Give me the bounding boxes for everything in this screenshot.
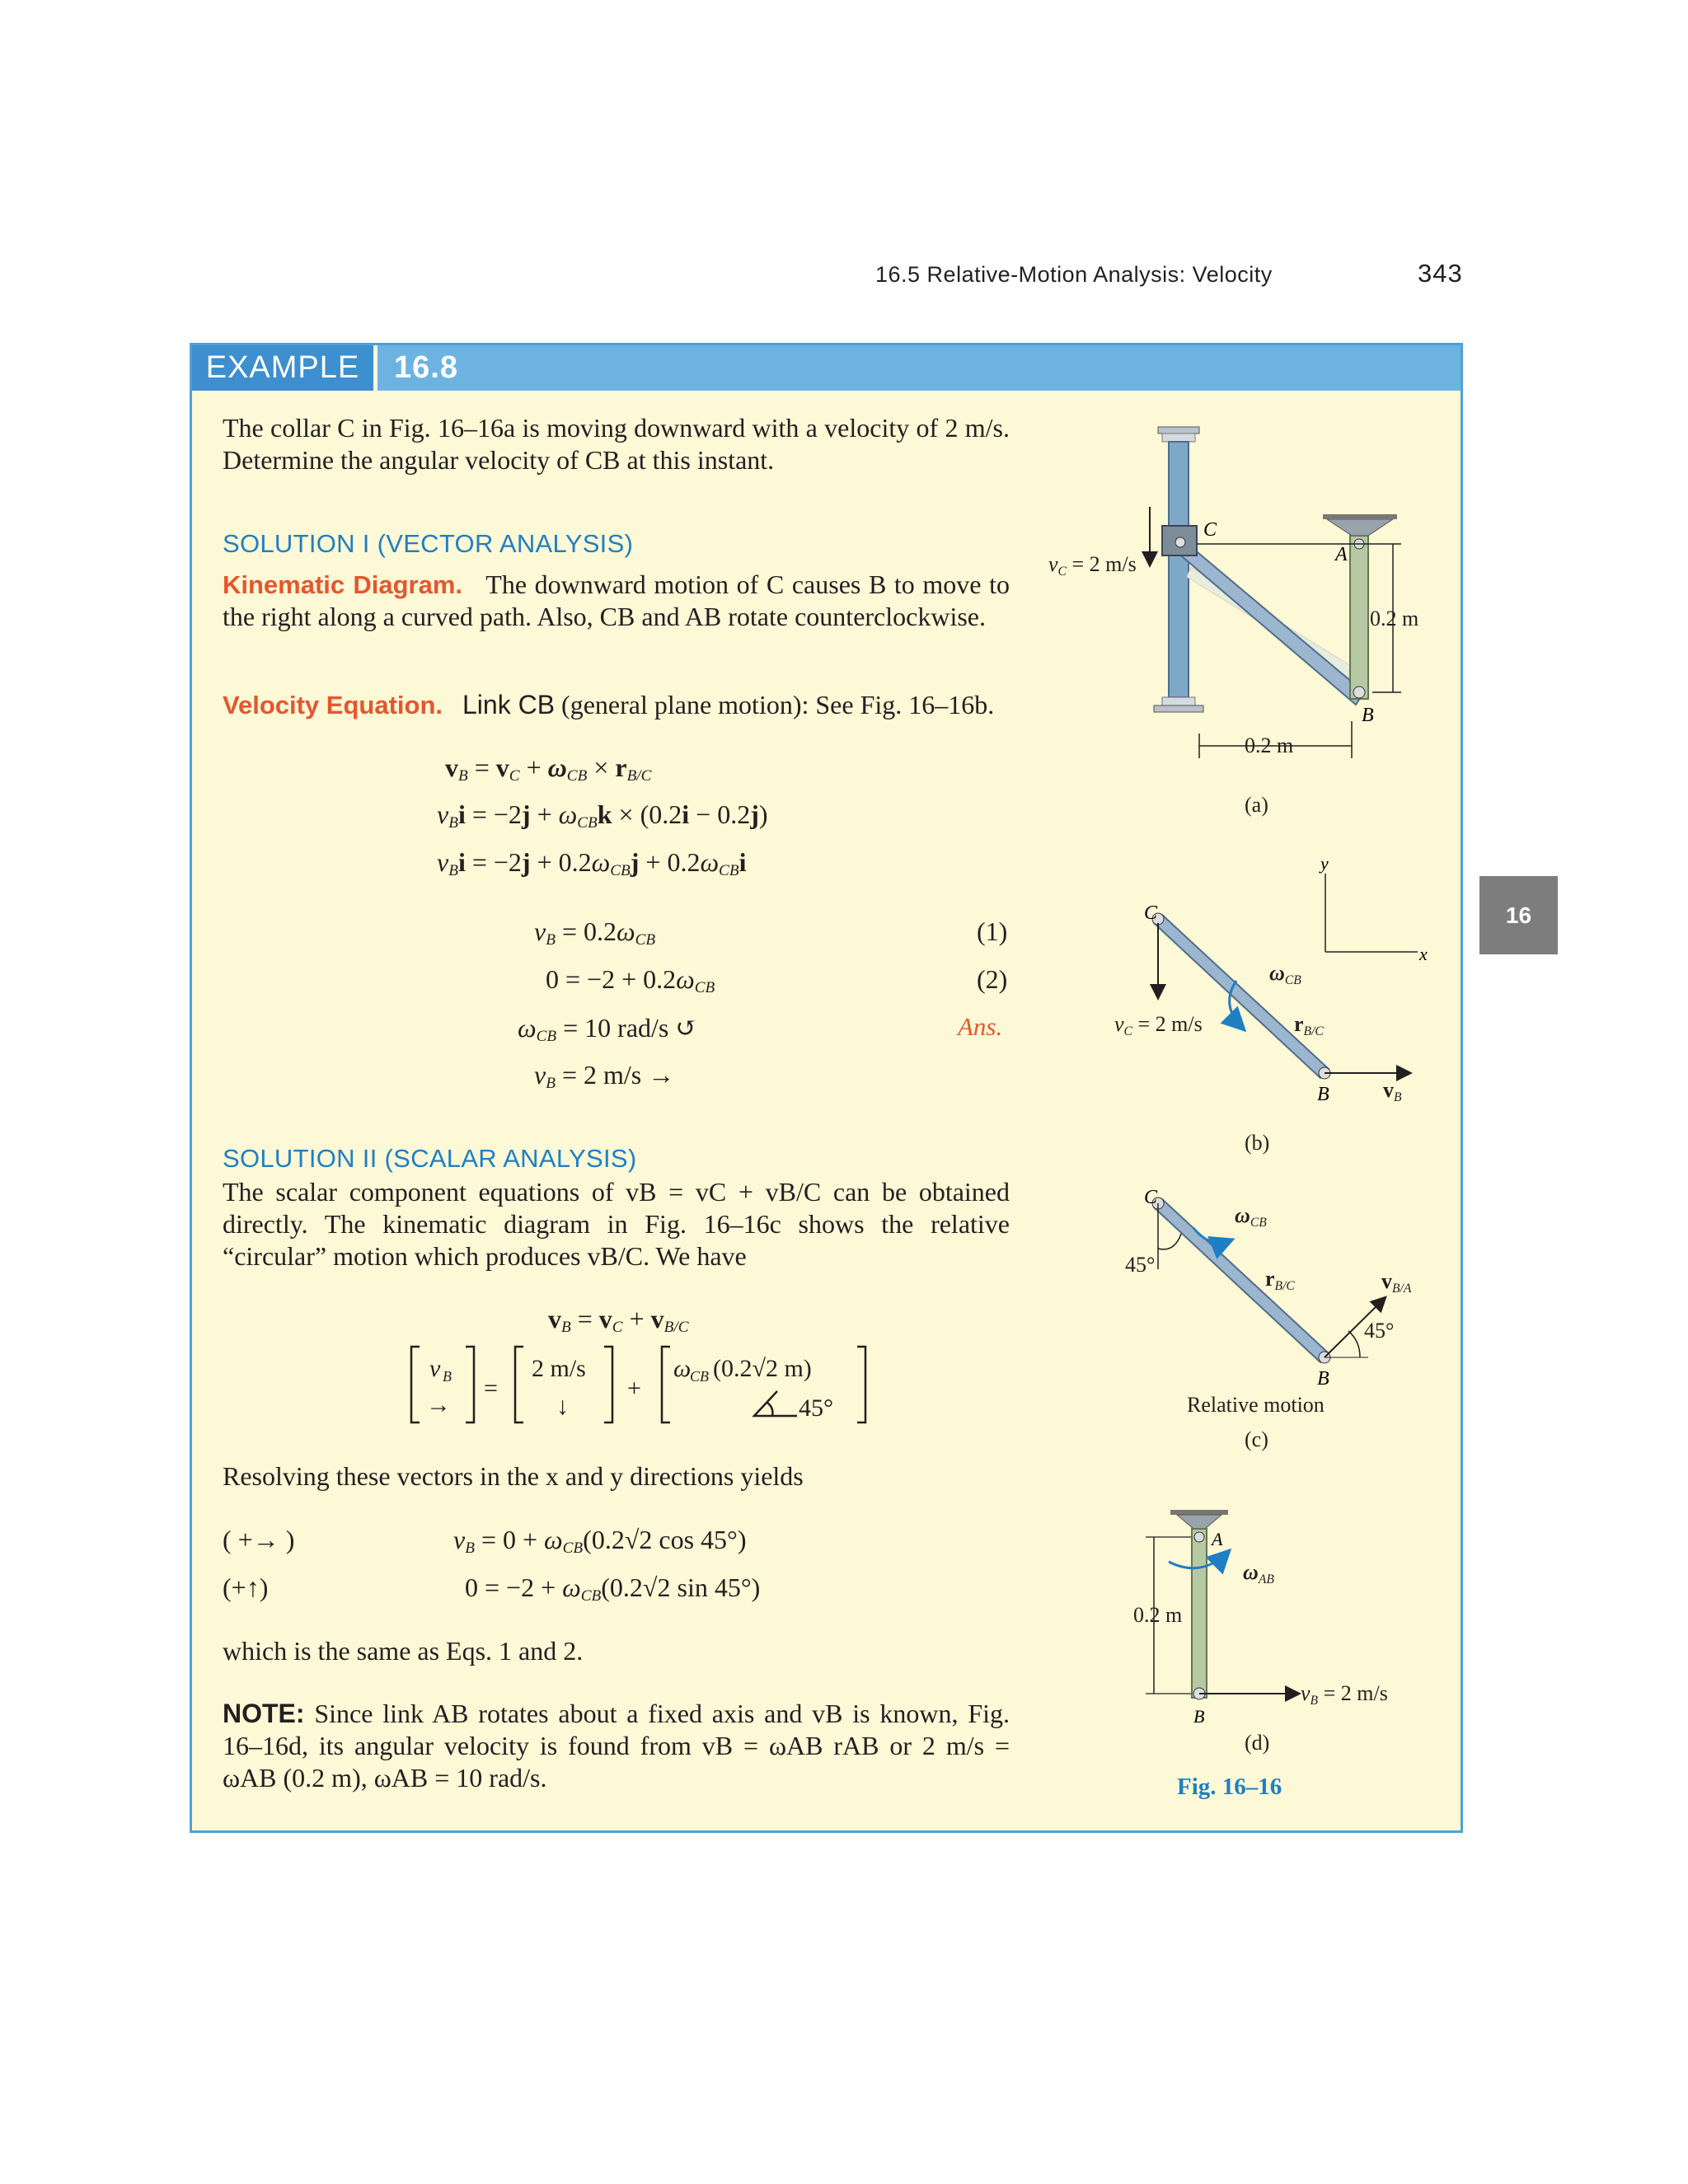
page-number: 343 — [1418, 259, 1463, 288]
svg-text:CB: CB — [690, 1368, 710, 1385]
svg-text:45°: 45° — [799, 1394, 833, 1422]
direction-y-label: (+↑) — [223, 1572, 269, 1602]
svg-text:x: x — [1419, 944, 1428, 964]
equation-component-1: $v_B = 0.2\omega_{CB}$ — [534, 916, 656, 949]
svg-text:+: + — [627, 1375, 641, 1402]
equation-result-vb: $v_B = 2$ m/s → — [534, 1060, 675, 1092]
example-number: 16.8 — [394, 350, 458, 385]
fig-a-dim-vertical: 0.2 m — [1370, 607, 1419, 630]
fig-c-angle-left: 45° — [1125, 1253, 1156, 1277]
svg-text:=: = — [484, 1375, 498, 1402]
example-separator — [373, 345, 377, 391]
fig-a-sublabel: (a) — [1245, 793, 1268, 817]
fig-b-omega-label: $\omega_{CB}$ — [1269, 961, 1301, 987]
answer-label: Ans. — [958, 1012, 1003, 1041]
svg-text:C: C — [1203, 519, 1217, 541]
svg-text:y: y — [1320, 853, 1329, 874]
fig-c-angle-right: 45° — [1364, 1319, 1395, 1343]
svg-text:B: B — [1362, 705, 1374, 726]
fig-b-vc-label: $v_C = 2$ m/s — [1114, 1012, 1203, 1038]
svg-text:→: → — [426, 1391, 451, 1418]
velocity-equation-paragraph — [223, 689, 1010, 721]
fig-b-sublabel: (b) — [1245, 1131, 1270, 1155]
figure-a-mechanism — [1150, 427, 1401, 758]
equation-number-1: (1) — [977, 916, 1008, 946]
equation-vector-2: $v_Bi = -2j + \omega_{CB}k \times (0.2i - 0.2j)$ — [437, 799, 768, 832]
equation-scalar-y: $0 = -2 + \omega_{CB}(0.2√2$ sin 45°) — [465, 1572, 761, 1605]
chapter-tab: 16 — [1479, 876, 1558, 954]
equation-vector-1: $v_B = v_C + \omega_{CB} \times r_{B/C}$ — [445, 752, 652, 785]
solution-2-intro: The scalar component equations of vB = vC + vB/C can be obtained directly. The kinematic diagram in Fig. 16–16c shows the relative “circular” motion which produces vB/C. We have — [223, 1177, 1010, 1271]
svg-text:(0.2√2 m): (0.2√2 m) — [713, 1355, 812, 1382]
velocity-equation-link-label: Link CB — [462, 690, 556, 719]
fig-c-vba-label: $v_{B/A}$ — [1381, 1269, 1412, 1296]
fig-d-vb-label: $v_B = 2$ m/s — [1301, 1681, 1388, 1708]
svg-text:A: A — [1335, 544, 1348, 565]
svg-text:B: B — [1317, 1368, 1329, 1390]
svg-text:B: B — [1317, 1084, 1329, 1105]
fig-a-vc-label: $v_C = 2$ m/s — [1048, 552, 1137, 579]
equation-relative-velocity: $v_B = v_C + v_{B/C}$ — [548, 1304, 689, 1336]
fig-d-sublabel: (d) — [1245, 1731, 1270, 1755]
fig-c-relative-motion: Relative motion — [1187, 1393, 1325, 1417]
note-text: Since link AB rotates about a fixed axis and vB is known, Fig. 16–16d, its angular velocity is found from vB = ωAB rAB or 2 m/s = ωAB (0.2 m), ωAB = 10 rad/s. — [223, 1699, 1010, 1793]
note-paragraph — [223, 1698, 1010, 1794]
svg-text:A: A — [1212, 1529, 1223, 1549]
problem-statement: The collar C in Fig. 16–16a is moving downward with a velocity of 2 m/s. Determine the angular velocity of CB at this instant. — [223, 413, 1010, 475]
note-label: NOTE: — [223, 1699, 305, 1728]
fig-b-r-label: $r_{B/C}$ — [1294, 1012, 1324, 1038]
same-as-text: which is the same as Eqs. 1 and 2. — [223, 1636, 584, 1666]
solution-1-heading: SOLUTION I (VECTOR ANALYSIS) — [223, 529, 634, 558]
svg-text:↓: ↓ — [556, 1393, 569, 1420]
fig-c-r-label: $r_{B/C}$ — [1265, 1267, 1295, 1293]
resolving-text: Resolving these vectors in the x and y directions yields — [223, 1461, 804, 1491]
equation-result-omega: $\omega_{CB} = 10$ rad/s ↺ — [518, 1013, 698, 1045]
equation-component-2: $0 = -2 + 0.2\omega_{CB}$ — [546, 964, 715, 996]
fig-a-dim-horizontal: 0.2 m — [1245, 733, 1294, 757]
equation-number-2: (2) — [977, 964, 1008, 994]
fig-b-vb-label: $v_B$ — [1383, 1078, 1402, 1104]
bracket-vector-equation — [408, 1343, 870, 1426]
kinematic-diagram-paragraph — [223, 569, 1010, 633]
equation-vector-3: $v_Bi = -2j + 0.2\omega_{CB}j + 0.2\omega_{CB}i$ — [437, 847, 747, 879]
figure-caption: Fig. 16–16 — [1177, 1774, 1282, 1800]
fig-c-omega-label: $\omega_{CB}$ — [1235, 1203, 1267, 1230]
svg-text:B: B — [443, 1368, 452, 1385]
velocity-equation-heading: Velocity Equation. — [223, 691, 443, 719]
fig-c-sublabel: (c) — [1245, 1427, 1268, 1451]
running-header-section: 16.5 Relative-Motion Analysis: Velocity — [875, 262, 1273, 287]
example-title-bar — [192, 345, 1461, 391]
equation-scalar-x: $v_B = 0 + \omega_{CB}(0.2√2$ cos 45°) — [453, 1525, 747, 1557]
fig-d-dim-label: 0.2 m — [1133, 1603, 1183, 1627]
svg-text:C: C — [1144, 902, 1158, 924]
fig-d-omega-label: $\omega_{AB}$ — [1243, 1560, 1274, 1586]
svg-text:C: C — [1144, 1187, 1158, 1208]
solution-2-heading: SOLUTION II (SCALAR ANALYSIS) — [223, 1144, 637, 1173]
velocity-equation-text: (general plane motion): See Fig. 16–16b. — [561, 690, 995, 719]
svg-text:ω: ω — [673, 1355, 692, 1382]
svg-text:B: B — [1193, 1706, 1205, 1727]
svg-text:v: v — [429, 1355, 441, 1382]
example-label: EXAMPLE — [192, 345, 373, 391]
kinematic-diagram-heading: Kinematic Diagram. — [223, 570, 463, 599]
kinematic-diagram-text: The downward motion of C causes B to move to the right along a curved path. Also, CB and AB rotate counterclockwise. — [223, 569, 1010, 631]
direction-x-label: ( +→ ) — [223, 1525, 295, 1554]
svg-text:2 m/s: 2 m/s — [532, 1355, 586, 1382]
